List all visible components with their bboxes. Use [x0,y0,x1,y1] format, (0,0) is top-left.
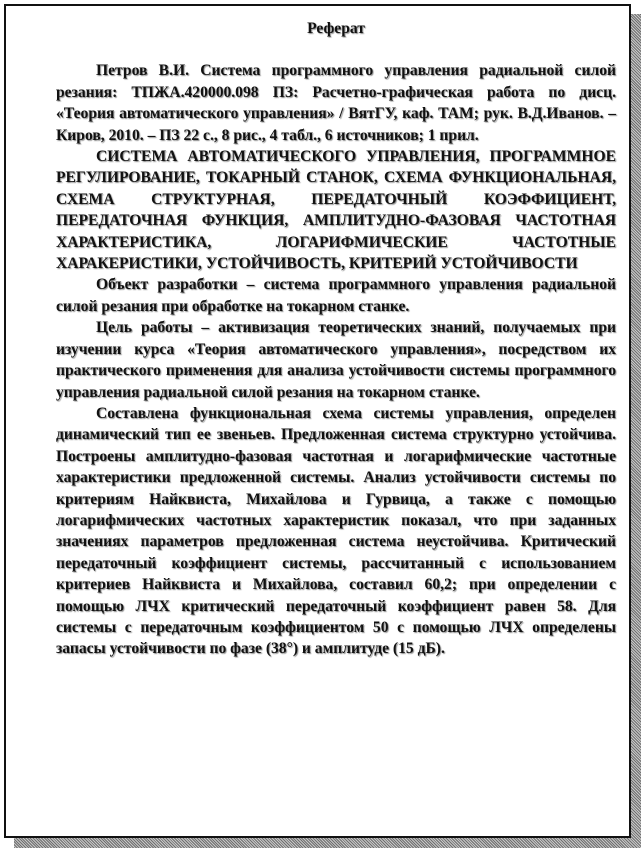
document-page [4,4,631,838]
keywords-paragraph: СИСТЕМА АВТОМАТИЧЕСКОГО УПРАВЛЕНИЯ, ПРОГРАММНОЕ РЕГУЛИРОВАНИЕ, ТОКАРНЫЙ СТАНОК, СХЕМА ФУНКЦИОНАЛЬНАЯ, СХЕМА СТРУКТУРНАЯ, ПЕРЕДАТОЧНЫЙ КОЭФФИЦИЕНТ, ПЕРЕДАТОЧНАЯ ФУНКЦИЯ, АМПЛИТУДНО-ФАЗОВАЯ ЧАСТОТНАЯ ХАРАКТЕРИСТИКА, ЛОГАРИФМИЧЕСКИЕ ЧАСТОТНЫЕ ХАРАКЕРИСТИКИ, УСТОЙЧИВОСТЬ, КРИТЕРИЙ УСТОЙЧИВОСТИ [56,148,616,273]
object-paragraph: Объект разработки – система программного управления радиальной силой резания при обработке на токарном станке. [56,276,616,315]
document-body [56,18,616,660]
results-paragraph: Составлена функциональная схема системы управления, определен динамический тип ее звеньев. Предложенная система структурно устойчива. Построены амплитудно-фазовая частотная и логарифмические частотные характеристики предложенной системы. Анализ устойчивости системы по критериям Найквиста, Михайлова и Гурвица, а также с помощью логарифмических частотных характеристик показал, что при заданных значениях параметров предложенная система неустойчива. Критический передаточный коэффициент системы, рассчитанный с использованием критериев Найквиста и Михайлова, составил 60,2; при определении с помощью ЛЧХ критический передаточный коэффициент равен 58. Для системы с передаточным коэффициентом 50 с помощью ЛЧХ определены запасы устойчивости по фазе (38°) и амплитуде (15 дБ). [56,404,616,658]
goal-paragraph: Цель работы – активизация теоретических знаний, получаемых при изучении курса «Теория автоматического управления», посредством их практического применения для анализа устойчивости системы программного управления радиальной силой резания на токарном станке. [56,319,616,401]
bibliographic-description: Петров В.И. Система программного управления радиальной силой резания: ТПЖА.420000.098 ПЗ: Расчетно-графическая работа по дисц. «Теория автоматического управления» / ВятГУ, каф. ТАМ; рук. В.Д.Иванов. – Киров, 2010. – ПЗ 22 с., 8 рис., 4 табл., 6 источников; 1 прил. [56,62,616,144]
document-title: Реферат [307,20,365,37]
